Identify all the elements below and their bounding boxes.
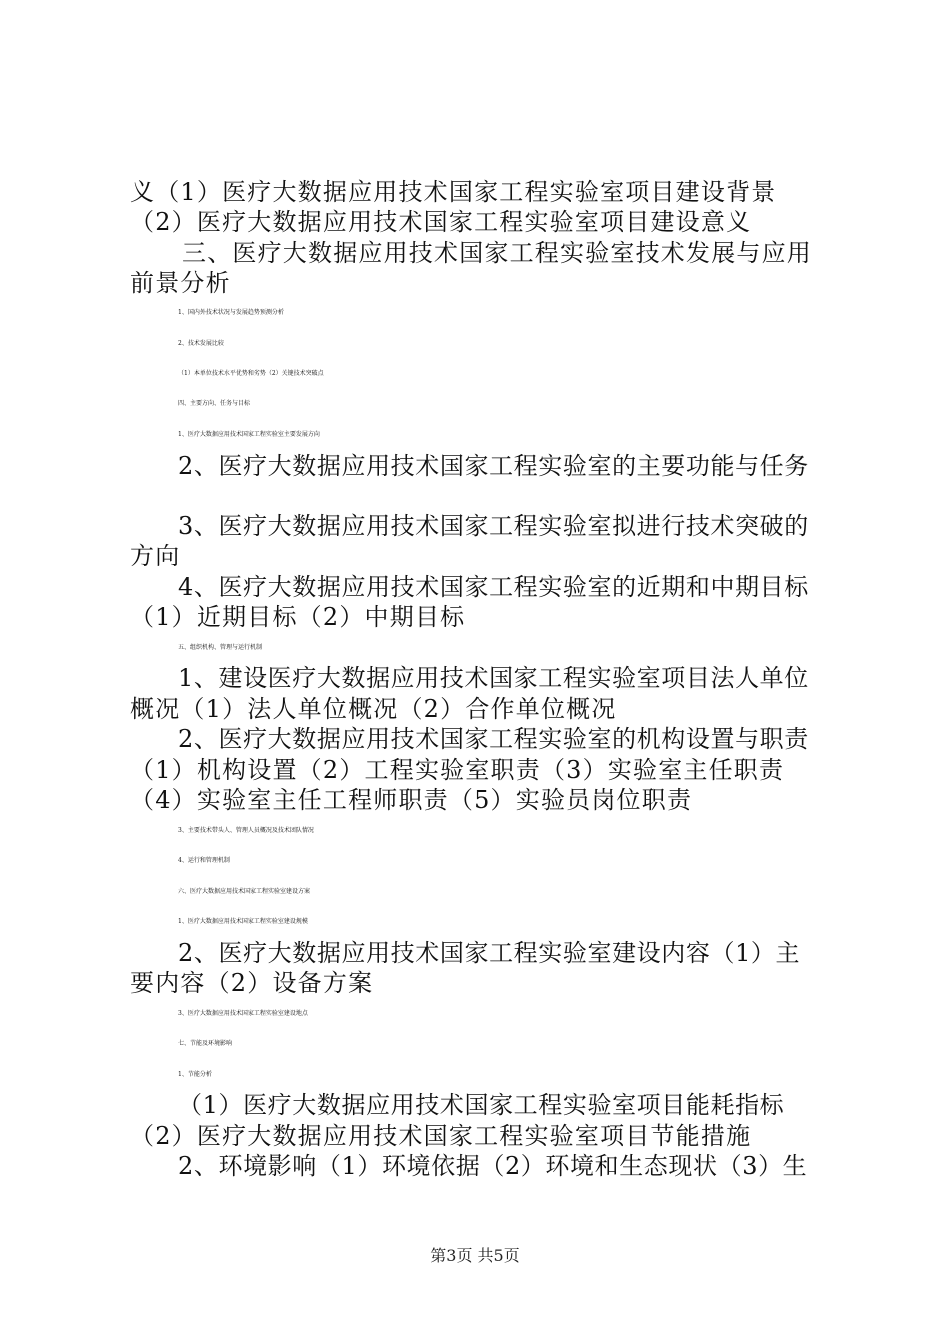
text-line: 2、医疗大数据应用技术国家工程实验室的主要功能与任务: [178, 452, 809, 480]
text-line: 2、环境影响（1）环境依据（2）环境和生态现状（3）生: [178, 1152, 808, 1180]
text-line: （2）医疗大数据应用技术国家工程实验室项目建设意义: [130, 208, 752, 236]
text-line: 方向: [130, 542, 181, 570]
section-heading: 五、组织机构、管理与运行机制: [178, 644, 263, 651]
text-line: 3、主要技术带头人、管理人员概况及技术团队情况: [178, 827, 314, 834]
text-line: 2、医疗大数据应用技术国家工程实验室建设内容（1）主: [178, 939, 801, 967]
text-line: （4）实验室主任工程师职责（5）实验员岗位职责: [130, 786, 693, 814]
text-line: （1）本单位技术水平优势和劣势（2）关键技术突破点: [178, 370, 324, 377]
text-line: 前景分析: [130, 269, 231, 297]
section-heading: 六、医疗大数据应用技术国家工程实验室建设方案: [178, 888, 311, 895]
text-line: （2）医疗大数据应用技术国家工程实验室项目节能措施: [130, 1122, 752, 1150]
text-line: 2、医疗大数据应用技术国家工程实验室的机构设置与职责: [178, 725, 809, 753]
text-line: 1、医疗大数据应用技术国家工程实验室建设规模: [178, 918, 308, 925]
text-line: 4、医疗大数据应用技术国家工程实验室的近期和中期目标: [178, 573, 809, 601]
text-line: 1、医疗大数据应用技术国家工程实验室主要发展方向: [178, 431, 320, 438]
text-line: 义（1）医疗大数据应用技术国家工程实验室项目建设背景: [130, 178, 777, 206]
section-heading: 四、主要方向、任务与目标: [178, 400, 251, 407]
section-heading: 三、医疗大数据应用技术国家工程实验室技术发展与应用: [182, 239, 812, 267]
text-line: 概况（1）法人单位概况（2）合作单位概况: [130, 695, 617, 723]
text-line: 要内容（2）设备方案: [130, 969, 374, 997]
section-heading: 七、节能及环境影响: [178, 1040, 233, 1047]
text-line: （1）医疗大数据应用技术国家工程实验室项目能耗指标: [178, 1091, 785, 1119]
text-line: 1、建设医疗大数据应用技术国家工程实验室项目法人单位: [178, 664, 809, 692]
text-line: 3、医疗大数据应用技术国家工程实验室拟进行技术突破的: [178, 512, 809, 540]
text-line: 4、运行和管理机制: [178, 857, 230, 864]
page-footer: 第3页 共5页: [430, 1246, 520, 1265]
text-line: 1、节能分析: [178, 1071, 212, 1078]
text-line: （1）机构设置（2）工程实验室职责（3）实验室主任职责: [130, 756, 785, 784]
text-line: 1、国内外技术状况与发展趋势预测分析: [178, 309, 284, 316]
text-line: 2、技术发展比较: [178, 340, 224, 347]
text-line: （1）近期目标（2）中期目标: [130, 603, 466, 631]
text-line: 3、医疗大数据应用技术国家工程实验室建设地点: [178, 1010, 308, 1017]
